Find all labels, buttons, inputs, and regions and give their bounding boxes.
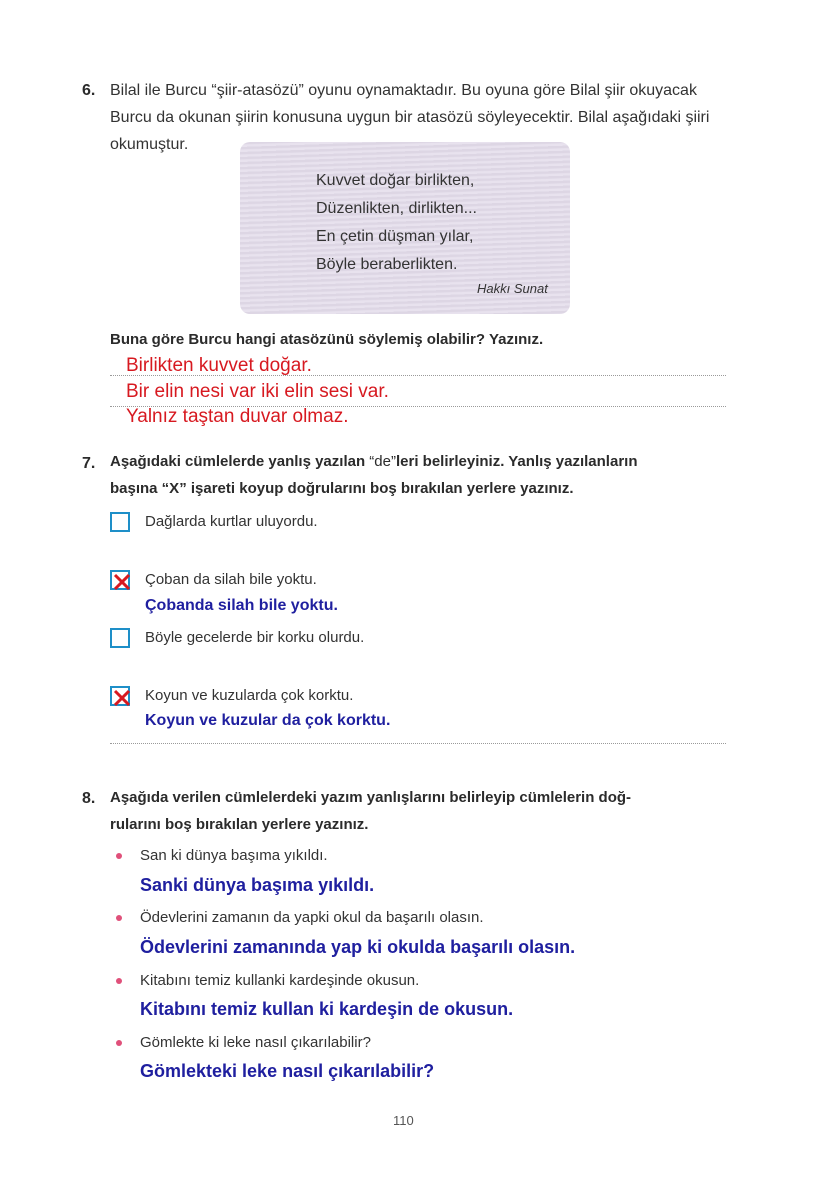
poem-line: Düzenlikten, dirlikten... xyxy=(316,200,477,217)
correction: Gömlekteki leke nasıl çıkarılabilir? xyxy=(140,1061,435,1081)
sentence: Kitabını temiz kullanki kardeşinde okusun. xyxy=(140,972,420,989)
question-6-line-3: okumuştur. xyxy=(110,136,189,153)
x-mark-icon xyxy=(112,572,132,592)
dotted-line xyxy=(110,375,726,376)
question-6-line-1: Bilal ile Burcu “şiir-atasözü” oyunu oynamaktadır. Bu oyuna göre Bilal şiir okuyacak xyxy=(110,82,697,99)
correction: Kitabını temiz kullan ki kardeşin de okusun. xyxy=(140,999,514,1019)
bullet-icon xyxy=(116,978,122,984)
poem-author: Hakkı Sunat xyxy=(477,281,548,296)
poem-line: Böyle beraberlikten. xyxy=(316,256,458,273)
sentence: San ki dünya başıma yıkıldı. xyxy=(140,847,328,864)
poem-line: Kuvvet doğar birlikten, xyxy=(316,172,475,189)
poem-line: En çetin düşman yılar, xyxy=(316,228,474,245)
answer-line: Yalnız taştan duvar olmaz. xyxy=(126,406,349,427)
question-7-line-1-a: Aşağıdaki cümlelerde yanlış yazılan xyxy=(110,453,370,470)
correction: Koyun ve kuzular da çok korktu. xyxy=(145,712,391,729)
checkbox-unchecked[interactable] xyxy=(110,512,130,532)
question-6-number: 6. xyxy=(82,82,96,99)
question-8-line-2: rularını boş bırakılan yerlere yazınız. xyxy=(110,816,369,833)
answer-line: Bir elin nesi var iki elin sesi var. xyxy=(126,381,389,402)
question-8-line-1: Aşağıda verilen cümlelerdeki yazım yanlışlarını belirleyip cümlelerin doğ- xyxy=(110,789,632,806)
sentence: Gömlekte ki leke nasıl çıkarılabilir? xyxy=(140,1034,371,1051)
correction: Çobanda silah bile yoktu. xyxy=(145,597,338,614)
checkbox-checked[interactable] xyxy=(110,686,130,706)
sentence: Dağlarda kurtlar uluyordu. xyxy=(145,513,318,530)
question-7-line-1 xyxy=(110,453,638,470)
dotted-line xyxy=(110,743,726,744)
checkbox-checked[interactable] xyxy=(110,570,130,590)
question-7-line-1-de: “de” xyxy=(369,453,396,470)
sentence: Çoban da silah bile yoktu. xyxy=(145,571,317,588)
question-7-number: 7. xyxy=(82,455,96,472)
bullet-icon xyxy=(116,915,122,921)
page-number: 110 xyxy=(393,1113,414,1128)
sentence: Böyle gecelerde bir korku olurdu. xyxy=(145,629,365,646)
sentence: Ödevlerini zamanın da yapki okul da başarılı olasın. xyxy=(140,909,484,926)
question-6-line-2: Burcu da okunan şiirin konusuna uygun bir atasözü söyleyecektir. Bilal aşağıdaki şiiri xyxy=(110,109,710,126)
sentence: Koyun ve kuzularda çok korktu. xyxy=(145,687,354,704)
question-7-line-1-c: leri belirleyiniz. Yanlış yazılanların xyxy=(395,453,638,470)
question-8-number: 8. xyxy=(82,790,96,807)
question-6-prompt: Buna göre Burcu hangi atasözünü söylemiş olabilir? Yazınız. xyxy=(110,331,544,348)
question-7-line-2: başına “X” işareti koyup doğrularını boş bırakılan yerlere yazınız. xyxy=(110,480,574,497)
correction: Sanki dünya başıma yıkıldı. xyxy=(140,875,375,895)
bullet-icon xyxy=(116,853,122,859)
answer-line: Birlikten kuvvet doğar. xyxy=(126,355,312,376)
bullet-icon xyxy=(116,1040,122,1046)
checkbox-unchecked[interactable] xyxy=(110,628,130,648)
correction: Ödevlerini zamanında yap ki okulda başarılı olasın. xyxy=(140,937,576,957)
x-mark-icon xyxy=(112,688,132,708)
